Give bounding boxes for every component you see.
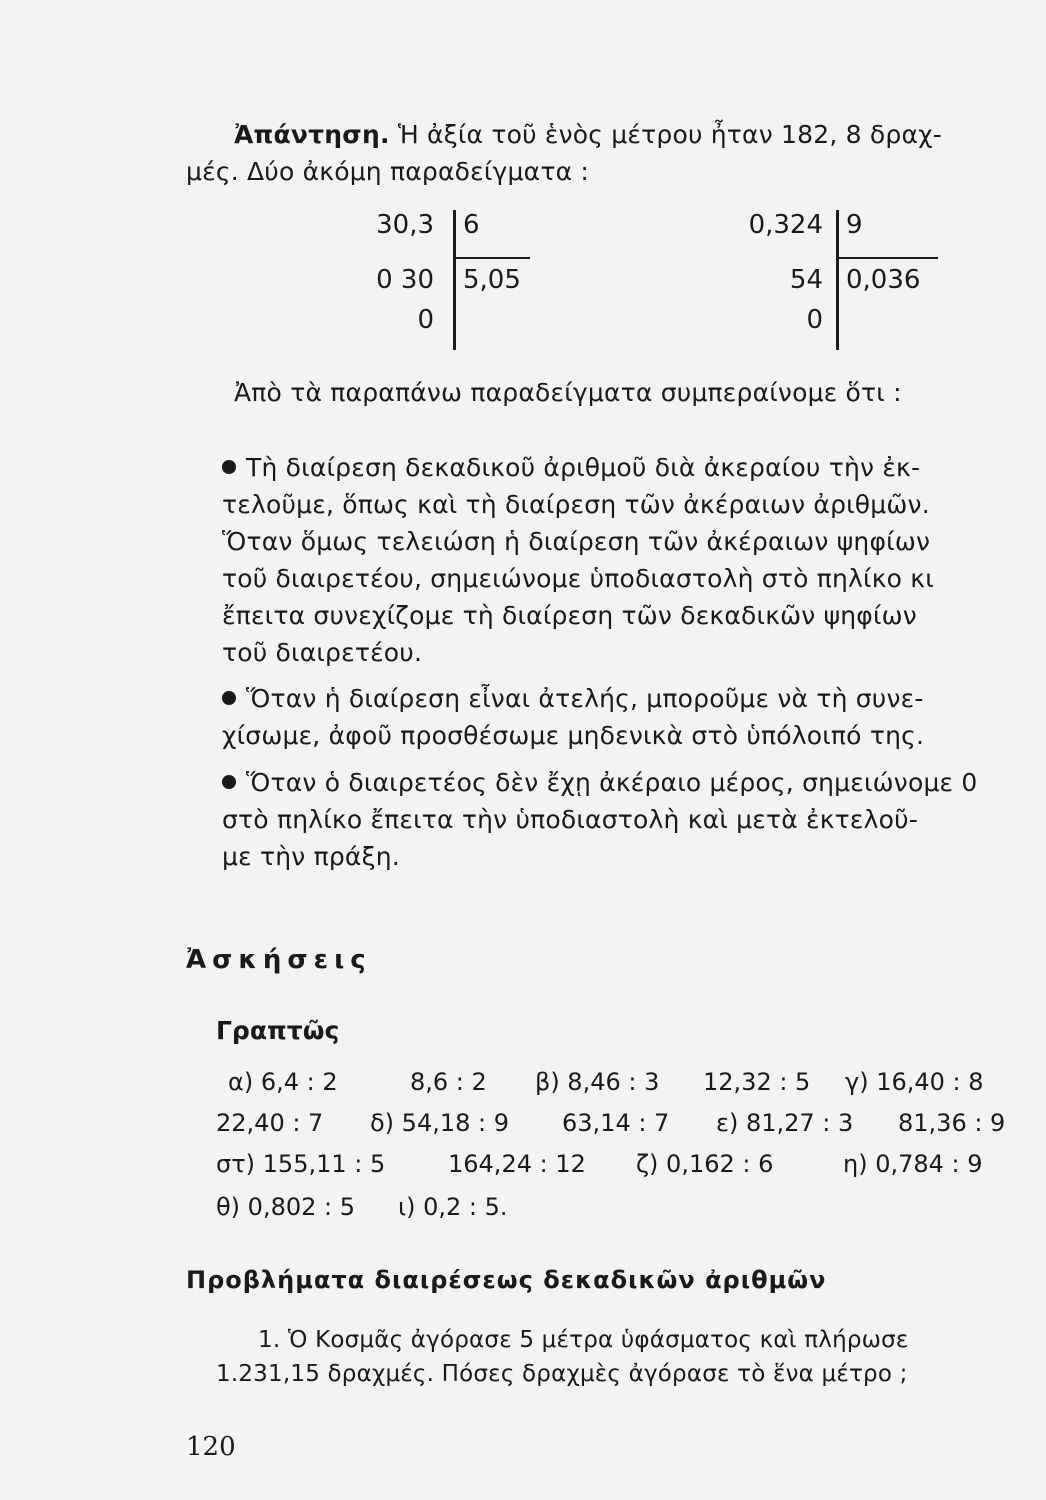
division-example-2 bbox=[700, 210, 940, 350]
exercise-item: θ) 0,802 : 5 bbox=[216, 1193, 355, 1221]
rule-1-line-3: Ὅταν ὅμως τελειώση ἡ διαίρεση τῶν ἀκέραιων ψηφίων bbox=[222, 527, 931, 556]
rule-text: Ὅταν ὁ διαιρετέος δὲν ἔχῃ ἀκέραιο μέρος, σημειώνομε 0 bbox=[246, 768, 978, 797]
rule-2-line-2: χίσωμε, ἀφοῦ προσθέσωμε μηδενικὰ στὸ ὑπόλοιπό της. bbox=[222, 721, 925, 750]
rule-1-line-4: τοῦ διαιρετέου, σημειώνομε ὑποδιαστολὴ στὸ πηλίκο κι bbox=[222, 564, 934, 593]
division-vertical-line bbox=[836, 210, 839, 350]
quotient: 0,036 bbox=[846, 265, 921, 295]
answer-line-1 bbox=[234, 116, 942, 153]
bullet-icon bbox=[222, 691, 236, 705]
answer-line-2: μές. Δύο ἀκόμη παραδείγματα : bbox=[186, 157, 590, 186]
division-horizontal-line bbox=[838, 257, 938, 259]
rule-1-line-6: τοῦ διαιρετέου. bbox=[222, 638, 423, 667]
problem-1-line-2: 1.231,15 δραχμές. Πόσες δραχμὲς ἀγόρασε τὸ ἕνα μέτρο ; bbox=[216, 1361, 908, 1387]
rule-text: Ὅταν ἡ διαίρεση εἶναι ἀτελής, μποροῦμε νὰ τὴ συνε- bbox=[246, 684, 924, 713]
exercise-item: στ) 155,11 : 5 bbox=[216, 1150, 386, 1178]
problem-1-line-1: 1. Ὁ Κοσμᾶς ἀγόρασε 5 μέτρα ὑφάσματος καὶ πλήρωσε bbox=[258, 1327, 909, 1353]
exercises-heading: Ἀσκήσεις bbox=[186, 945, 372, 975]
dividend: 30,3 bbox=[376, 210, 434, 240]
rule-1-line-1 bbox=[222, 449, 920, 486]
divisor: 6 bbox=[463, 210, 480, 240]
written-heading: Γραπτῶς bbox=[216, 1016, 340, 1045]
rule-3-line-3: με τὴν πράξη. bbox=[222, 842, 400, 871]
bullet-icon bbox=[222, 775, 236, 789]
division-vertical-line bbox=[453, 210, 456, 350]
remainder: 0 bbox=[417, 305, 434, 335]
exercise-item: γ) 16,40 : 8 bbox=[845, 1068, 984, 1096]
exercise-item: 63,14 : 7 bbox=[562, 1109, 670, 1137]
rule-2-line-1 bbox=[222, 680, 924, 717]
exercise-item: β) 8,46 : 3 bbox=[535, 1068, 660, 1096]
exercise-item: ε) 81,27 : 3 bbox=[716, 1109, 854, 1137]
exercise-item: 22,40 : 7 bbox=[216, 1109, 324, 1137]
quotient: 5,05 bbox=[463, 265, 521, 295]
rule-3-line-1 bbox=[222, 764, 978, 801]
rule-1-line-2: τελοῦμε, ὅπως καὶ τὴ διαίρεση τῶν ἀκέραιων ἀριθμῶν. bbox=[222, 490, 930, 519]
exercise-item: η) 0,784 : 9 bbox=[843, 1150, 983, 1178]
divisor: 9 bbox=[846, 210, 863, 240]
rule-1-line-5: ἔπειτα συνεχίζομε τὴ διαίρεση τῶν δεκαδικῶν ψηφίων bbox=[222, 601, 917, 630]
page-number: 120 bbox=[186, 1432, 236, 1462]
dividend: 0,324 bbox=[748, 210, 823, 240]
rule-3-line-2: στὸ πηλίκο ἔπειτα τὴν ὑποδιαστολὴ καὶ μετὰ ἐκτελοῦ- bbox=[222, 805, 919, 834]
division-horizontal-line bbox=[455, 257, 530, 259]
exercise-item: α) 6,4 : 2 bbox=[228, 1068, 338, 1096]
rule-text: Τὴ διαίρεση δεκαδικοῦ ἀριθμοῦ διὰ ἀκεραίου τὴν ἐκ- bbox=[246, 453, 921, 482]
exercise-item: ι) 0,2 : 5. bbox=[398, 1193, 508, 1221]
bullet-icon bbox=[222, 460, 236, 474]
exercise-item: 81,36 : 9 bbox=[898, 1109, 1006, 1137]
partial-step: 54 bbox=[789, 265, 823, 295]
exercise-item: δ) 54,18 : 9 bbox=[370, 1109, 509, 1137]
division-example-1 bbox=[330, 210, 530, 350]
exercise-item: 8,6 : 2 bbox=[410, 1068, 487, 1096]
answer-label: Ἀπάντηση. bbox=[234, 120, 390, 149]
remainder: 0 bbox=[806, 305, 823, 335]
exercise-item: ζ) 0,162 : 6 bbox=[636, 1150, 774, 1178]
exercise-item: 164,24 : 12 bbox=[448, 1150, 586, 1178]
exercise-item: 12,32 : 5 bbox=[703, 1068, 811, 1096]
partial-step: 0 30 bbox=[376, 265, 434, 295]
conclusion-text: Ἀπὸ τὰ παραπάνω παραδείγματα συμπεραίνομε ὅτι : bbox=[234, 378, 902, 407]
answer-text-1: Ἡ ἀξία τοῦ ἑνὸς μέτρου ἦταν 182, 8 δραχ- bbox=[397, 120, 943, 149]
problems-heading: Προβλήματα διαιρέσεως δεκαδικῶν ἀριθμῶν bbox=[186, 1266, 827, 1294]
